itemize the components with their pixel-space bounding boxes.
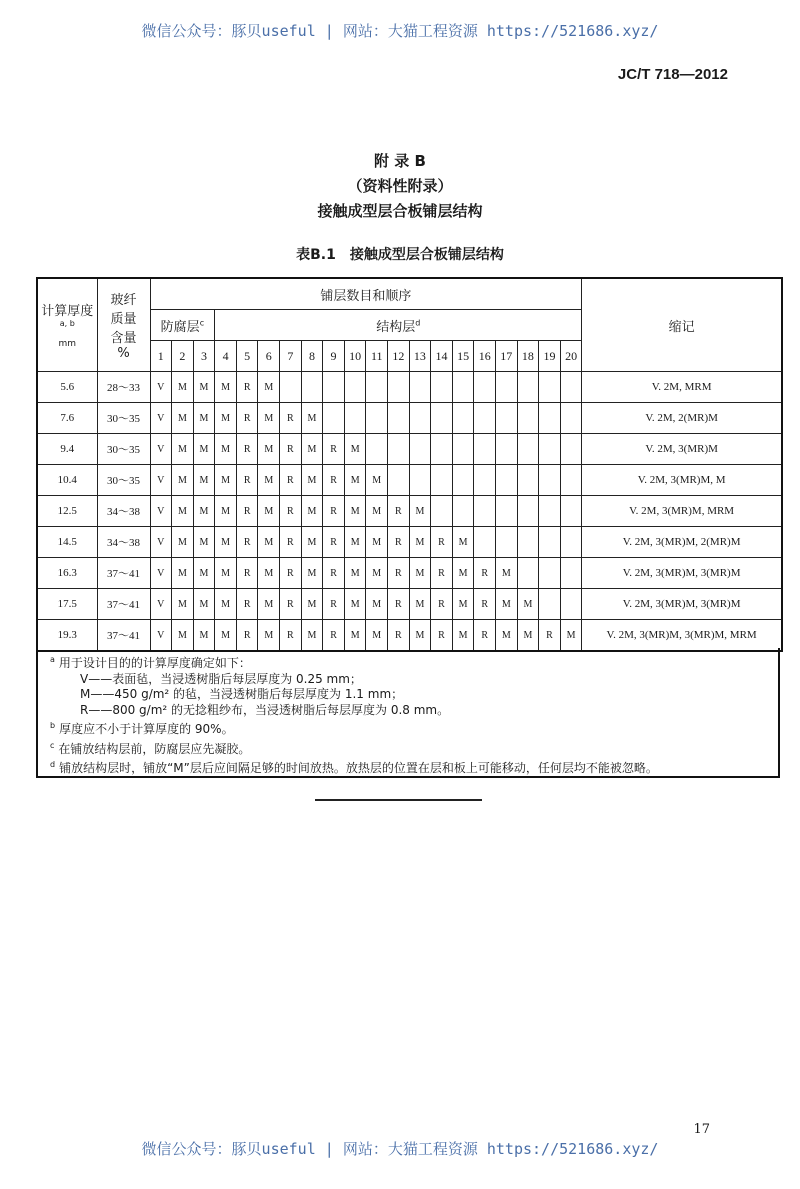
- layer-number: 19: [539, 341, 561, 372]
- layer-cell: [560, 558, 582, 589]
- layer-number: 8: [301, 341, 323, 372]
- thickness-cell: 12.5: [37, 496, 97, 527]
- layer-cell: R: [431, 558, 453, 589]
- layer-cell: M: [409, 589, 431, 620]
- thickness-cell: 9.4: [37, 434, 97, 465]
- layer-cell: M: [301, 465, 323, 496]
- layer-cell: M: [366, 558, 388, 589]
- layer-cell: R: [236, 496, 258, 527]
- glass-content-cell: 28～33: [97, 372, 150, 403]
- layer-cell: [280, 372, 302, 403]
- layer-cell: M: [215, 558, 237, 589]
- layer-cell: [560, 527, 582, 558]
- glass-content-cell: 37～41: [97, 558, 150, 589]
- layer-cell: R: [388, 620, 410, 652]
- note-text: 用于设计目的的计算厚度确定如下：: [58, 656, 251, 670]
- layer-cell: [539, 558, 561, 589]
- layer-cell: M: [193, 434, 215, 465]
- note-line: [50, 687, 778, 703]
- layer-cell: M: [258, 403, 280, 434]
- layer-cell: M: [172, 589, 194, 620]
- header-thickness: 计算厚度$^{a, b}$ mm: [37, 278, 97, 372]
- layer-cell: [496, 403, 518, 434]
- layer-cell: R: [539, 620, 561, 652]
- layer-cell: M: [215, 434, 237, 465]
- glass-content-cell: 30～35: [97, 403, 150, 434]
- layer-cell: M: [366, 465, 388, 496]
- table-row: [37, 620, 782, 652]
- table-row: [37, 434, 782, 465]
- table-row: [37, 496, 782, 527]
- glass-content-cell: 34～38: [97, 527, 150, 558]
- note-mark: a: [50, 655, 55, 664]
- layer-cell: [366, 372, 388, 403]
- layer-number: 12: [388, 341, 410, 372]
- layer-number: 16: [474, 341, 496, 372]
- standard-code: JC/T 718—2012: [617, 66, 728, 83]
- layer-cell: R: [474, 620, 496, 652]
- note-text: M——450 g/m² 的毡，当浸透树脂后每层厚度为 1.1 mm；: [80, 687, 404, 701]
- table-row: [37, 558, 782, 589]
- layer-cell: [474, 434, 496, 465]
- layer-cell: M: [215, 465, 237, 496]
- layer-cell: [517, 372, 539, 403]
- layer-cell: [517, 403, 539, 434]
- note-text: 厚度应不小于计算厚度的 90%。: [59, 722, 234, 736]
- table-row: [37, 589, 782, 620]
- layer-cell: M: [344, 527, 366, 558]
- layer-cell: M: [215, 589, 237, 620]
- layer-cell: R: [323, 558, 345, 589]
- layer-cell: M: [193, 620, 215, 652]
- layer-cell: [431, 496, 453, 527]
- layer-cell: R: [280, 527, 302, 558]
- layer-cell: [539, 403, 561, 434]
- layer-cell: M: [193, 403, 215, 434]
- layer-cell: R: [431, 620, 453, 652]
- layer-cell: M: [172, 372, 194, 403]
- layer-cell: [517, 558, 539, 589]
- note-line: [50, 757, 778, 777]
- layer-cell: R: [323, 465, 345, 496]
- layer-cell: M: [193, 372, 215, 403]
- header-anticorrosion: 防腐层$^c$: [150, 310, 215, 341]
- layer-cell: M: [452, 620, 474, 652]
- header-abbrev: 缩记: [582, 278, 782, 372]
- layer-cell: R: [323, 527, 345, 558]
- layer-cell: [388, 372, 410, 403]
- layer-cell: M: [215, 496, 237, 527]
- layer-cell: M: [258, 496, 280, 527]
- layer-cell: [409, 465, 431, 496]
- layer-cell: R: [236, 372, 258, 403]
- layer-cell: R: [236, 589, 258, 620]
- thickness-cell: 7.6: [37, 403, 97, 434]
- note-line: [50, 738, 778, 758]
- layer-cell: V: [150, 434, 172, 465]
- layer-cell: M: [301, 434, 323, 465]
- layer-cell: M: [301, 589, 323, 620]
- note-line: [50, 703, 778, 719]
- thickness-cell: 19.3: [37, 620, 97, 652]
- layer-cell: [560, 496, 582, 527]
- layer-number: 15: [452, 341, 474, 372]
- layer-cell: R: [236, 465, 258, 496]
- layer-cell: M: [172, 527, 194, 558]
- layer-cell: M: [172, 620, 194, 652]
- layer-cell: R: [280, 620, 302, 652]
- layer-cell: M: [409, 558, 431, 589]
- layer-cell: M: [172, 434, 194, 465]
- watermark-bottom: 微信公众号：豚贝useful | 网站：大猫工程资源 https://521686.xyz/: [141, 1140, 659, 1158]
- layer-cell: M: [258, 558, 280, 589]
- layer-cell: M: [258, 527, 280, 558]
- layer-number: 2: [172, 341, 194, 372]
- layer-cell: [452, 434, 474, 465]
- layer-cell: R: [280, 558, 302, 589]
- table-caption: 表B.1 接触成型层合板铺层结构: [296, 247, 504, 263]
- abbrev-cell: V. 2M, 3(MR)M, M: [582, 465, 782, 496]
- layer-cell: [474, 527, 496, 558]
- abbrev-cell: V. 2M, 2(MR)M: [582, 403, 782, 434]
- layer-cell: M: [366, 620, 388, 652]
- layer-cell: R: [323, 434, 345, 465]
- note-text: R——800 g/m² 的无捻粗纱布，当浸透树脂后每层厚度为 0.8 mm。: [80, 702, 450, 717]
- layer-number: 13: [409, 341, 431, 372]
- layer-number: 3: [193, 341, 215, 372]
- layer-cell: [539, 589, 561, 620]
- layer-cell: R: [236, 527, 258, 558]
- layer-number: 5: [236, 341, 258, 372]
- layer-cell: [560, 465, 582, 496]
- layer-cell: M: [344, 465, 366, 496]
- note-text: 在铺放结构层前，防腐层应先凝胶。: [58, 741, 251, 756]
- layer-cell: M: [172, 558, 194, 589]
- layer-number: 9: [323, 341, 345, 372]
- layer-cell: R: [280, 403, 302, 434]
- layer-cell: M: [344, 589, 366, 620]
- page-number: 17: [693, 1122, 710, 1137]
- layer-cell: M: [258, 434, 280, 465]
- layer-cell: [388, 465, 410, 496]
- layer-cell: V: [150, 403, 172, 434]
- layer-cell: [344, 403, 366, 434]
- layer-cell: [539, 496, 561, 527]
- watermark-top: 微信公众号：豚贝useful | 网站：大猫工程资源 https://521686.xyz/: [141, 22, 659, 40]
- layer-cell: R: [431, 527, 453, 558]
- layer-cell: R: [236, 558, 258, 589]
- layer-cell: [474, 403, 496, 434]
- layer-cell: [474, 372, 496, 403]
- layer-cell: V: [150, 558, 172, 589]
- layer-cell: [431, 372, 453, 403]
- layer-cell: [366, 403, 388, 434]
- layer-cell: M: [366, 496, 388, 527]
- layer-cell: [560, 434, 582, 465]
- layer-cell: [496, 496, 518, 527]
- glass-content-cell: 34～38: [97, 496, 150, 527]
- layer-cell: M: [409, 496, 431, 527]
- layer-cell: M: [193, 527, 215, 558]
- layer-cell: R: [474, 558, 496, 589]
- layer-cell: R: [323, 496, 345, 527]
- layer-cell: R: [280, 434, 302, 465]
- layer-cell: R: [431, 589, 453, 620]
- layer-cell: R: [474, 589, 496, 620]
- layer-cell: M: [452, 589, 474, 620]
- layer-cell: V: [150, 372, 172, 403]
- layer-cell: M: [560, 620, 582, 652]
- layer-cell: [344, 372, 366, 403]
- thickness-cell: 14.5: [37, 527, 97, 558]
- layer-cell: V: [150, 620, 172, 652]
- layer-cell: [517, 496, 539, 527]
- layer-cell: [496, 527, 518, 558]
- layer-cell: R: [236, 620, 258, 652]
- layer-cell: [560, 403, 582, 434]
- abbrev-cell: V. 2M, 3(MR)M, 3(MR)M: [582, 558, 782, 589]
- layer-cell: R: [388, 496, 410, 527]
- layer-cell: M: [193, 496, 215, 527]
- layer-cell: [539, 372, 561, 403]
- layer-cell: R: [236, 434, 258, 465]
- note-line: [50, 718, 778, 738]
- abbrev-cell: V. 2M, MRM: [582, 372, 782, 403]
- layer-cell: M: [258, 465, 280, 496]
- layer-cell: R: [388, 527, 410, 558]
- glass-content-cell: 30～35: [97, 465, 150, 496]
- layer-cell: [431, 434, 453, 465]
- layer-cell: [560, 589, 582, 620]
- layer-number: 14: [431, 341, 453, 372]
- layer-cell: V: [150, 589, 172, 620]
- layer-cell: [431, 403, 453, 434]
- layer-cell: [409, 372, 431, 403]
- note-line: [50, 672, 778, 688]
- layer-cell: M: [193, 589, 215, 620]
- note-line: [50, 652, 778, 672]
- thickness-cell: 5.6: [37, 372, 97, 403]
- layer-cell: M: [344, 558, 366, 589]
- layer-cell: [496, 434, 518, 465]
- layer-cell: [517, 527, 539, 558]
- layer-cell: [452, 465, 474, 496]
- layer-cell: R: [388, 558, 410, 589]
- abbrev-cell: V. 2M, 3(MR)M: [582, 434, 782, 465]
- layer-cell: M: [301, 527, 323, 558]
- abbrev-cell: V. 2M, 3(MR)M, 3(MR)M: [582, 589, 782, 620]
- layer-number: 1: [150, 341, 172, 372]
- thickness-cell: 17.5: [37, 589, 97, 620]
- layer-cell: M: [452, 558, 474, 589]
- glass-content-cell: 37～41: [97, 620, 150, 652]
- note-mark: c: [50, 740, 55, 750]
- layer-cell: M: [172, 403, 194, 434]
- layer-cell: M: [409, 527, 431, 558]
- layer-number: 10: [344, 341, 366, 372]
- layer-cell: M: [215, 620, 237, 652]
- abbrev-cell: V. 2M, 3(MR)M, 2(MR)M: [582, 527, 782, 558]
- layer-cell: M: [301, 620, 323, 652]
- end-rule: [315, 799, 482, 801]
- layer-cell: M: [193, 465, 215, 496]
- layer-cell: [388, 403, 410, 434]
- layer-cell: [517, 465, 539, 496]
- layer-cell: M: [344, 620, 366, 652]
- layer-cell: M: [301, 558, 323, 589]
- layer-cell: M: [301, 403, 323, 434]
- table-row: [37, 403, 782, 434]
- layer-cell: [496, 465, 518, 496]
- layer-cell: M: [344, 496, 366, 527]
- abbrev-cell: V. 2M, 3(MR)M, MRM: [582, 496, 782, 527]
- note-mark: b: [50, 721, 56, 730]
- layer-cell: M: [193, 558, 215, 589]
- layup-table: [36, 277, 783, 652]
- layer-cell: M: [409, 620, 431, 652]
- layer-cell: M: [496, 558, 518, 589]
- layer-cell: R: [323, 620, 345, 652]
- layer-cell: [409, 434, 431, 465]
- table-notes: [36, 648, 780, 778]
- layer-cell: [474, 465, 496, 496]
- layer-cell: [496, 372, 518, 403]
- layer-cell: M: [344, 434, 366, 465]
- layer-cell: M: [258, 589, 280, 620]
- layer-cell: V: [150, 527, 172, 558]
- layer-number: 17: [496, 341, 518, 372]
- table-row: [37, 372, 782, 403]
- layer-cell: [452, 372, 474, 403]
- layer-cell: [366, 434, 388, 465]
- appendix-title: 附 录 B: [374, 152, 426, 170]
- layer-cell: M: [258, 372, 280, 403]
- note-text: 铺放结构层时，铺放“M”层后应间隔足够的时间放热。放热层的位置在层和板上可能移动，任何层均不能被忽略。: [59, 761, 658, 775]
- layer-cell: [452, 496, 474, 527]
- table-row: [37, 465, 782, 496]
- layer-cell: M: [258, 620, 280, 652]
- layer-number: 11: [366, 341, 388, 372]
- layer-cell: M: [172, 496, 194, 527]
- layer-cell: [409, 403, 431, 434]
- layer-number: 20: [560, 341, 582, 372]
- layer-cell: M: [517, 589, 539, 620]
- layer-cell: M: [215, 403, 237, 434]
- glass-content-cell: 37～41: [97, 589, 150, 620]
- layer-cell: M: [366, 527, 388, 558]
- header-glass: 玻纤质量含量 %: [97, 278, 150, 372]
- layer-cell: [517, 434, 539, 465]
- appendix-subtitle: 接触成型层合板铺层结构: [317, 202, 483, 220]
- layer-number: 18: [517, 341, 539, 372]
- layer-cell: R: [280, 589, 302, 620]
- layer-cell: M: [301, 496, 323, 527]
- layer-cell: R: [388, 589, 410, 620]
- layer-number: 4: [215, 341, 237, 372]
- layer-cell: M: [452, 527, 474, 558]
- layer-cell: [539, 527, 561, 558]
- layer-number: 6: [258, 341, 280, 372]
- layer-cell: [388, 434, 410, 465]
- glass-content-cell: 30～35: [97, 434, 150, 465]
- note-text: V——表面毡，当浸透树脂后每层厚度为 0.25 mm；: [80, 671, 362, 686]
- layer-cell: M: [496, 620, 518, 652]
- note-mark: d: [50, 760, 56, 769]
- layer-cell: M: [172, 465, 194, 496]
- layer-cell: M: [366, 589, 388, 620]
- layer-cell: M: [517, 620, 539, 652]
- header-structural: 结构层$^d$: [215, 310, 582, 341]
- thickness-cell: 16.3: [37, 558, 97, 589]
- layer-cell: [474, 496, 496, 527]
- layer-cell: V: [150, 465, 172, 496]
- layer-cell: [323, 403, 345, 434]
- thickness-cell: 10.4: [37, 465, 97, 496]
- layer-cell: M: [215, 372, 237, 403]
- layer-cell: M: [496, 589, 518, 620]
- layer-cell: [560, 372, 582, 403]
- layer-cell: [301, 372, 323, 403]
- header-layers: 铺层数目和顺序: [150, 278, 582, 310]
- table-row: [37, 527, 782, 558]
- layer-number: 7: [280, 341, 302, 372]
- layer-cell: V: [150, 496, 172, 527]
- layer-cell: [539, 434, 561, 465]
- layer-cell: R: [280, 465, 302, 496]
- layer-cell: [431, 465, 453, 496]
- appendix-type: （资料性附录）: [347, 177, 453, 195]
- layer-cell: M: [215, 527, 237, 558]
- layer-cell: [539, 465, 561, 496]
- layer-cell: [323, 372, 345, 403]
- layer-cell: [452, 403, 474, 434]
- layer-cell: R: [323, 589, 345, 620]
- abbrev-cell: V. 2M, 3(MR)M, 3(MR)M, MRM: [582, 620, 782, 652]
- layer-cell: R: [280, 496, 302, 527]
- layer-cell: R: [236, 403, 258, 434]
